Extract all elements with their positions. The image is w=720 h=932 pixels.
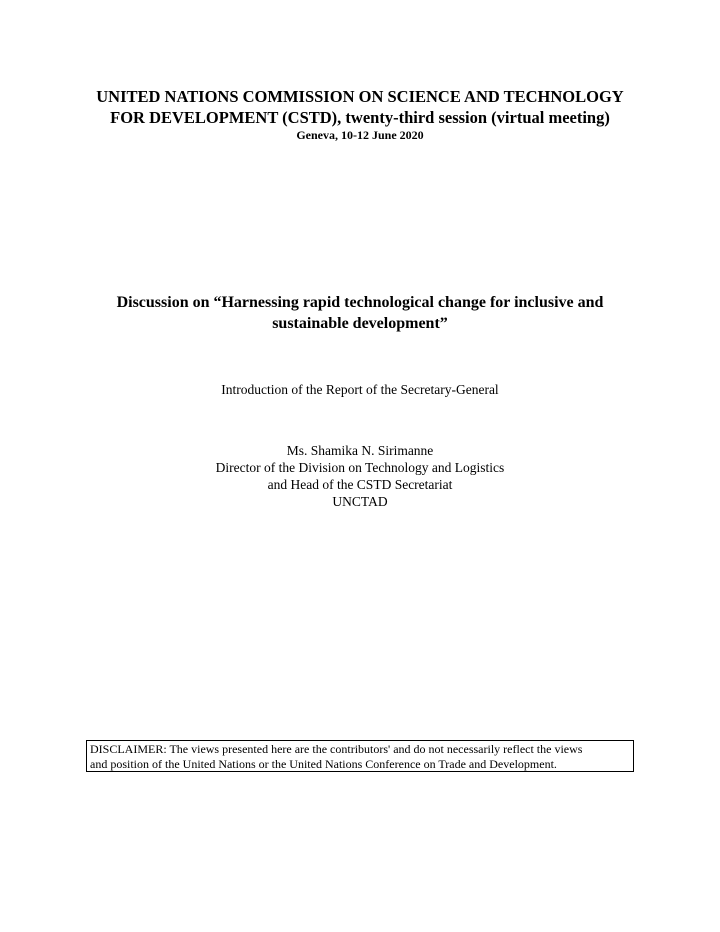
document-header [60,86,660,143]
speaker-block [60,442,660,510]
speaker-role-2: and Head of the CSTD Secretariat [267,477,453,492]
discussion-line-2: sustainable development” [272,315,448,332]
disclaimer-box [86,740,634,772]
session-date-location: Geneva, 10-12 June 2020 [296,128,424,142]
disclaimer-line-1: DISCLAIMER: The views presented here are the contributors' and do not necessarily reflect the views [90,742,583,756]
title-line-2: FOR DEVELOPMENT (CSTD), twenty-third session (virtual meeting) [110,108,610,127]
discussion-heading [60,292,660,334]
speaker-organization: UNCTAD [332,494,388,509]
speaker-name: Ms. Shamika N. Sirimanne [286,443,434,458]
discussion-line-1: Discussion on “Harnessing rapid technological change for inclusive and [116,294,604,311]
disclaimer-line-2: and position of the United Nations or the United Nations Conference on Trade and Development. [90,757,557,771]
speaker-role-1: Director of the Division on Technology and Logistics [215,460,505,475]
title-line-1: UNITED NATIONS COMMISSION ON SCIENCE AND TECHNOLOGY [96,87,624,106]
introduction-text: Introduction of the Report of the Secretary-General [221,382,499,397]
